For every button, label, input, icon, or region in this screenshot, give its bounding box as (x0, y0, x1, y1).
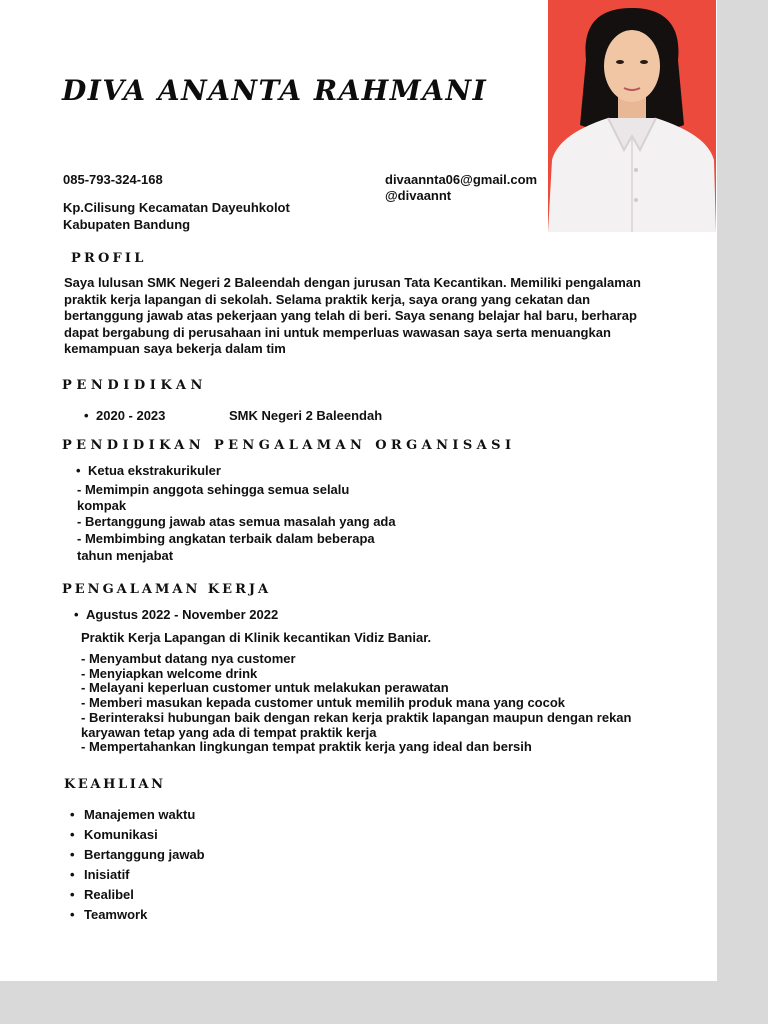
social-handle: @divaannt (385, 188, 452, 203)
skill-item: • Manajemen waktu (84, 806, 205, 826)
education-school: SMK Negeri 2 Baleendah (229, 408, 383, 423)
work-duty: karyawan tetap yang ada di tempat praktik kerja (81, 724, 377, 740)
organization-line: - Bertanggung jawab atas semua masalah yang ada (77, 514, 396, 529)
skills-list (84, 806, 205, 926)
address-line-2: Kabupaten Bandung (63, 217, 191, 232)
phone-number: 085-793-324-168 (63, 172, 163, 187)
work-duty: - Menyiapkan welcome drink (81, 665, 258, 681)
organization-line: - Membimbing angkatan terbaik dalam beberapa (77, 531, 375, 546)
work-period: • Agustus 2022 - November 2022 (86, 606, 278, 623)
skill-item: • Bertanggung jawab (84, 846, 205, 866)
work-place: Praktik Kerja Lapangan di Klinik kecantikan Vidiz Baniar. (81, 630, 432, 645)
work-duties (81, 652, 631, 755)
work-duty: - Berinteraksi hubungan baik dengan rekan kerja praktik lapangan maupun dengan rekan (81, 709, 632, 725)
education-years: • 2020 - 2023 (96, 407, 165, 424)
profile-heading: PROFIL (71, 251, 147, 266)
profile-text: Saya lulusan SMK Negeri 2 Baleendah dengan jurusan Tata Kecantikan. Memiliki pengalaman praktik kerja lapangan di sekolah. Selama praktik kerja, saya orang yang cekatan dan bertanggung jawab atas pekerjaan yang telah di beri. Saya senang belajar hal baru, berharap dapat bergabung di perusahaan ini untuk memperluas wawasan saya serta menuangkan kemampuan saya bekerja dalam tim (64, 275, 641, 356)
work-duty: - Menyambut datang nya customer (81, 651, 296, 666)
work-duty: - Mempertahankan lingkungan tempat praktik kerja yang ideal dan bersih (81, 739, 532, 755)
work-duty: - Melayani keperluan customer untuk melakukan perawatan (81, 680, 449, 696)
organization-role: • Ketua ekstrakurikuler (88, 462, 221, 479)
skill-item: • Komunikasi (84, 826, 205, 846)
skill-item: • Teamwork (84, 906, 205, 926)
organization-line: kompak (77, 498, 127, 513)
skills-heading: KEAHLIAN (64, 777, 166, 792)
skill-item: • Realibel (84, 886, 205, 906)
candidate-name: DIVA ANANTA RAHMANI (62, 74, 488, 107)
profile-photo (548, 0, 716, 232)
work-heading: PENGALAMAN KERJA (62, 582, 272, 597)
education-heading: PENDIDIKAN (62, 378, 208, 393)
organization-heading: PENDIDIKAN PENGALAMAN ORGANISASI (62, 438, 516, 453)
organization-line: - Memimpin anggota sehingga semua selalu (77, 482, 350, 497)
work-duty: - Memberi masukan kepada customer untuk memilih produk mana yang cocok (81, 695, 566, 711)
organization-line: tahun menjabat (77, 548, 174, 563)
skill-item: • Inisiatif (84, 866, 205, 886)
email-address: divaannta06@gmail.com (385, 172, 538, 187)
address-line-1: Kp.Cilisung Kecamatan Dayeuhkolot (63, 200, 290, 215)
